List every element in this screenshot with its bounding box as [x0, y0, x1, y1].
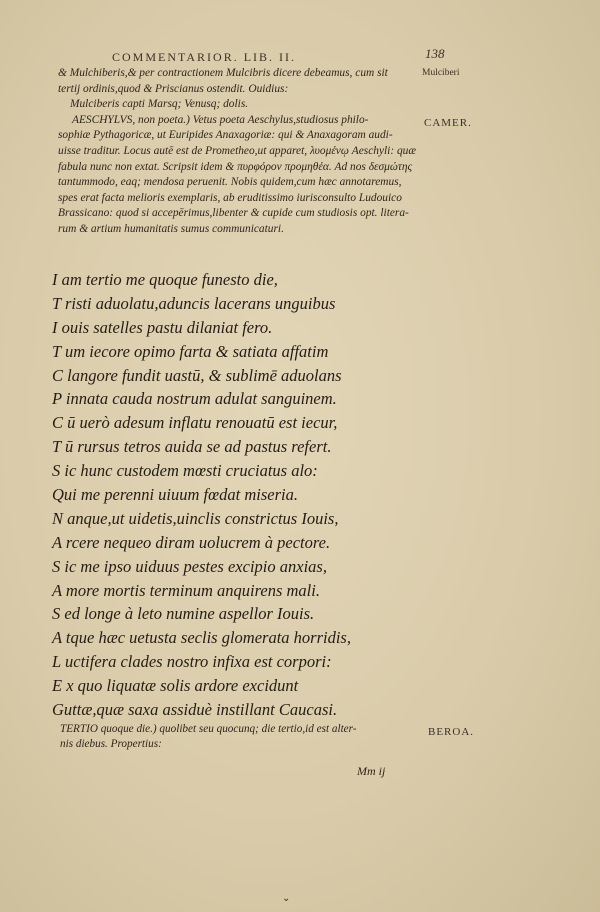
- commentary-line: fabula nunc non extat. Scripsit idem & πυρφόρον προμηθέα. Ad nos δεσμώτης: [58, 160, 413, 173]
- verse-line: L uctifera clades nostro infixa est corpori:: [52, 652, 332, 672]
- verse-line: A rcere nequeo diram uolucrem à pectore.: [52, 532, 331, 552]
- commentary-line: & Mulchiberis,& per contractionem Mulcibris dicere debeamus, cum sit: [58, 67, 388, 79]
- signature-mark: Mm ij: [357, 764, 386, 778]
- verse-line: I am tertio me quoque funesto die,: [52, 270, 278, 289]
- verse-block: [52, 268, 432, 722]
- commentary-block: [58, 66, 420, 238]
- verse-line: A more mortis terminum anquirens mali.: [52, 580, 320, 600]
- commentary-line: spes erat facta melioris exemplaris, ab eruditissimo iurisconsulto Ludouico: [58, 191, 402, 204]
- note-block: [60, 722, 430, 752]
- catchword-mark: ⌄: [282, 893, 291, 904]
- folio-number: 138: [425, 46, 445, 61]
- verse-line: A tque hæc uetusta seclis glomerata horridis,: [52, 628, 351, 648]
- commentary-line: tertij ordinis,quod & Priscianus ostendit. Ouidius:: [58, 82, 289, 95]
- verse-line: P innata cauda nostrum adulat sanguinem.: [52, 389, 337, 409]
- verse-line: S ed longe à leto numine aspellor Iouis.: [52, 604, 315, 624]
- verse-line: E x quo liquatæ solis ardore excidunt: [52, 676, 299, 696]
- running-title: COMMENTARIOR. LIB. II.: [112, 50, 297, 64]
- verse-line: T ū rursus tetros auida se ad pastus refert.: [52, 437, 332, 457]
- commentary-line: sophiæ Pythagoricæ, ut Euripides Anaxagoriæ: qui & Anaxagoram audi-: [58, 129, 393, 142]
- commentary-line: Brassicano: quod si accepērimus,libenter & cupide cum studiosis opt. litera-: [58, 207, 409, 220]
- verse-line: Qui me perenni uiuum fœdat miseria.: [52, 485, 298, 505]
- verse-line: C ū uerò adesum inflatu renouatū est iecur,: [52, 413, 338, 433]
- verse-line: C langore fundit uastū, & sublimē aduolans: [52, 365, 342, 385]
- margin-note-mulciberi: Mulciberi: [422, 68, 460, 78]
- verse-line: S ic me ipso uiduus pestes excipio anxias,: [52, 556, 327, 576]
- commentary-line: rum & artium humanitatis sumus communicaturi.: [58, 222, 284, 235]
- margin-note-camer: CAMER.: [424, 117, 472, 129]
- commentary-line: uisse traditur. Locus autē est de Prometheo,ut apparet, λυομένῳ Aeschyli: quæ: [58, 144, 416, 157]
- verse-line: I ouis satelles pastu dilaniat fero.: [52, 317, 273, 337]
- verse-line: T um iecore opimo farta & satiata affatim: [52, 341, 329, 361]
- commentary-line: tantummodo, eaq; mendosa peruenit. Nobis quidem,cum hæc annotaremus,: [58, 176, 402, 189]
- commentary-line: AESCHYLVS, non poeta.) Vetus poeta Aeschylus,studiosus philo-: [72, 113, 369, 126]
- verse-line: N anque,ut uidetis,uinclis constrictus Iouis,: [52, 508, 339, 528]
- verse-line: T risti aduolatu,aduncis lacerans unguibus: [52, 293, 336, 313]
- note-line: nis diebus. Propertius:: [60, 738, 162, 750]
- note-line: TERTIO quoque die.) quolibet seu quocunq; die tertio,id est alter-: [60, 723, 357, 735]
- verse-line: S ic hunc custodem mœsti cruciatus alo:: [52, 461, 318, 481]
- margin-note-beroa: BEROA.: [428, 726, 475, 738]
- verse-line: Guttæ,quæ saxa assiduè instillant Caucasi.: [52, 700, 338, 720]
- commentary-line: Mulciberis capti Marsq; Venusq; dolis.: [70, 98, 249, 111]
